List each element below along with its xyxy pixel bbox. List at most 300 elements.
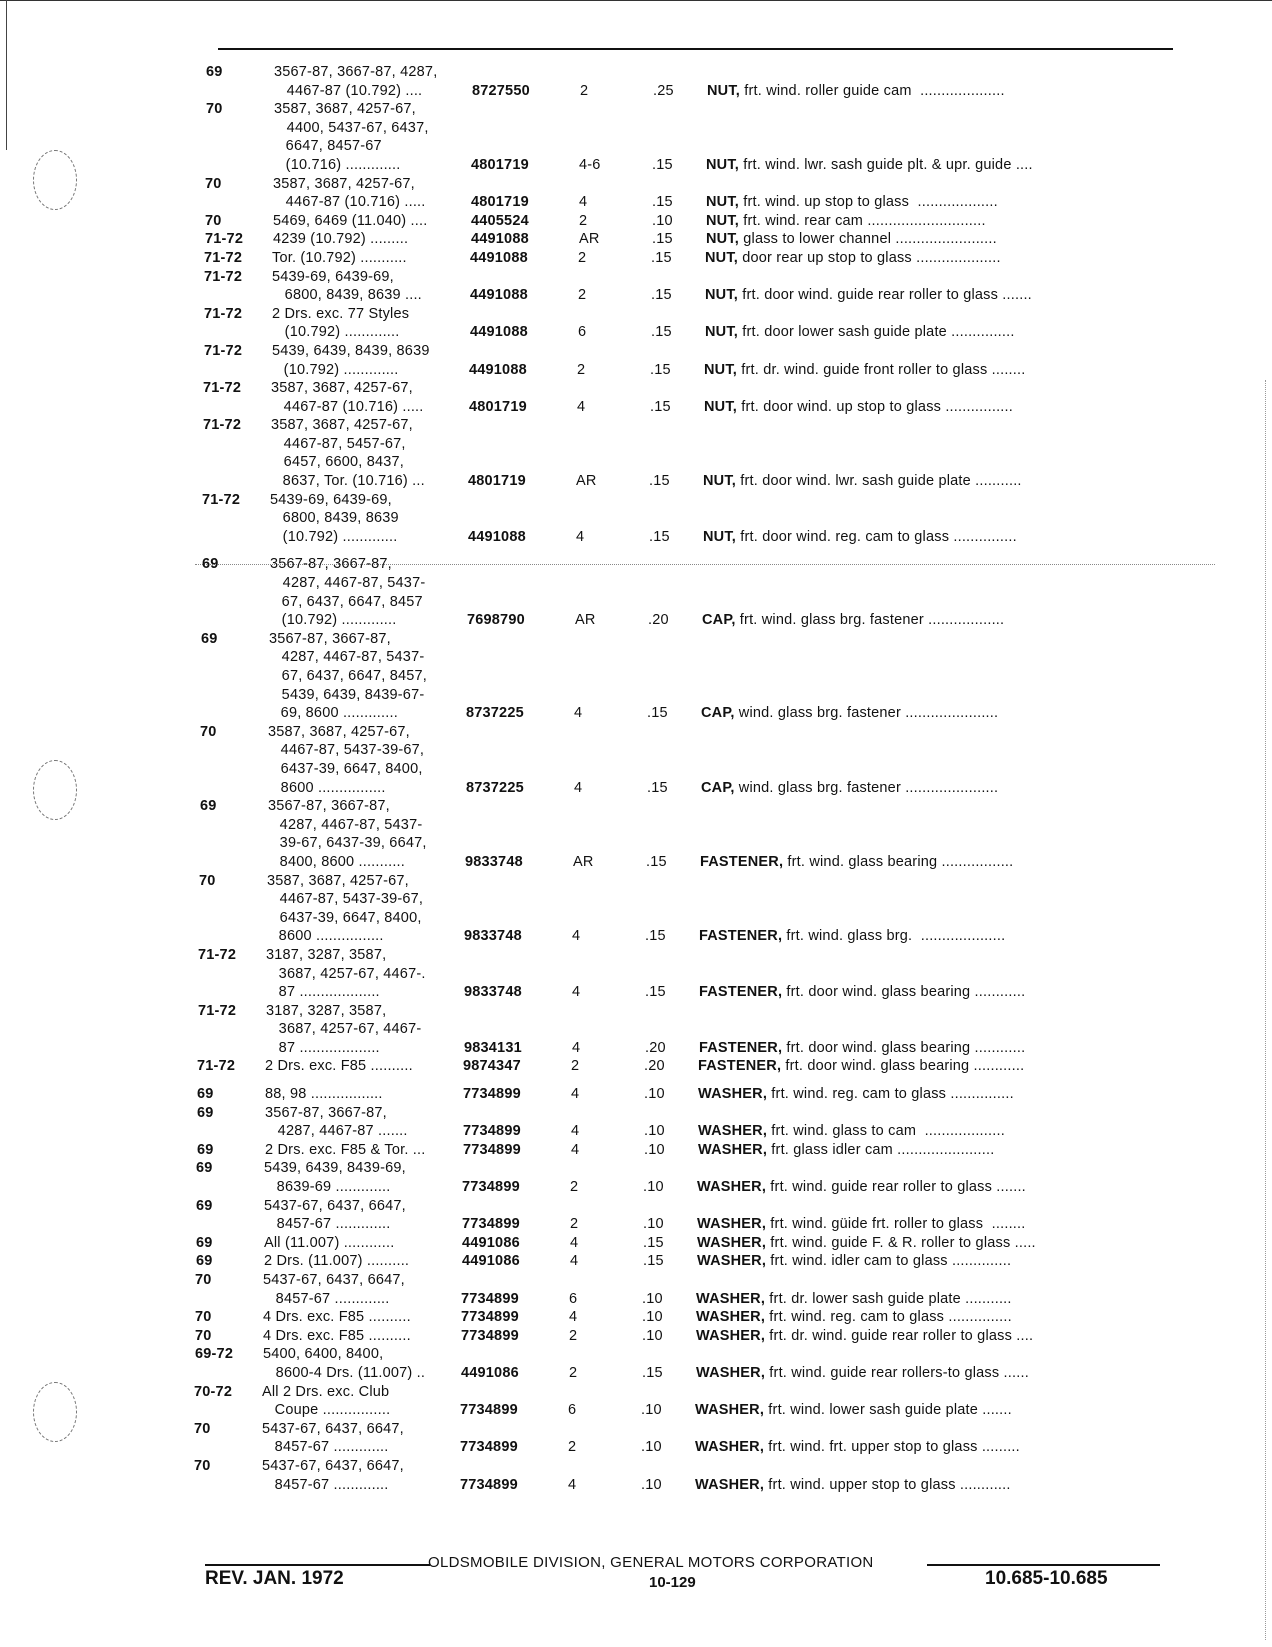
table-row	[0, 1252, 1272, 1271]
quantity-cell: 4	[579, 194, 588, 211]
table-row	[0, 1401, 1272, 1420]
part-number-cell: 9874347	[463, 1058, 521, 1075]
description-head: WASHER,	[696, 1309, 766, 1326]
table-row	[0, 593, 1272, 612]
quantity-cell: 2	[580, 82, 589, 99]
part-number-cell: 4801719	[471, 156, 529, 173]
description-cell	[707, 82, 1005, 101]
quantity-cell: 4	[568, 1476, 577, 1493]
price-cell: .15	[649, 528, 670, 545]
part-number-cell: 8727550	[472, 82, 530, 99]
table-row	[0, 1457, 1272, 1476]
models-cell: 6457, 6600, 8437,	[271, 454, 404, 471]
models-cell: All 2 Drs. exc. Club	[262, 1383, 390, 1400]
table-row	[0, 760, 1272, 779]
year-cell: 70	[200, 723, 217, 740]
price-cell: .15	[652, 194, 673, 211]
models-cell: 4467-87 (10.716) .....	[271, 398, 424, 415]
price-cell: .10	[641, 1476, 662, 1493]
table-row	[0, 175, 1272, 194]
price-cell: .15	[647, 705, 668, 722]
models-cell: 3687, 4257-67, 4467-.	[266, 965, 426, 982]
part-number-cell: 4491088	[468, 528, 526, 545]
description-head: WASHER,	[695, 1439, 765, 1456]
table-row	[0, 398, 1272, 417]
price-cell: .10	[642, 1309, 663, 1326]
models-cell: 6800, 8439, 8639	[270, 510, 399, 527]
description-cell	[704, 361, 1025, 380]
table-row	[0, 379, 1272, 398]
description-text: frt. door lower sash guide plate ...............	[738, 324, 1015, 341]
models-cell: 88, 98 .................	[265, 1086, 383, 1103]
description-text: frt. wind. glass to cam ...................	[767, 1123, 1005, 1140]
year-cell: 70-72	[194, 1383, 233, 1400]
part-number-cell: 4491088	[470, 287, 528, 304]
table-row	[0, 342, 1272, 361]
description-text: frt. door wind. glass bearing ............	[782, 984, 1026, 1001]
quantity-cell: 4	[571, 1123, 580, 1140]
description-text: frt. dr. lower sash guide plate ...........	[765, 1290, 1012, 1307]
description-text: frt. wind. glass bearing .................	[783, 853, 1014, 870]
year-cell: 71-72	[198, 1002, 237, 1019]
year-cell: 71-72	[204, 342, 243, 359]
models-cell: 2 Drs. exc. F85 ..........	[265, 1058, 413, 1075]
description-text: wind. glass brg. fastener ......................	[734, 705, 999, 722]
models-cell: 4287, 4467-87, 5437-	[270, 575, 426, 592]
table-row	[0, 268, 1272, 287]
table-row	[0, 704, 1272, 723]
description-head: NUT,	[707, 82, 741, 99]
table-row	[0, 1141, 1272, 1160]
table-row	[0, 723, 1272, 742]
description-head: NUT,	[706, 156, 740, 173]
models-cell: 8457-67 .............	[263, 1290, 390, 1307]
price-cell: .15	[643, 1253, 664, 1270]
footer-revision: REV. JAN. 1972	[205, 1568, 344, 1589]
models-cell: 5437-67, 6437, 6647,	[262, 1420, 404, 1437]
table-row	[0, 1215, 1272, 1234]
description-cell	[701, 704, 998, 723]
description-cell	[697, 1178, 1026, 1197]
quantity-cell: 4	[576, 528, 585, 545]
quantity-cell: 6	[578, 324, 587, 341]
year-cell: 71-72	[203, 417, 242, 434]
quantity-cell: 4	[572, 1039, 581, 1056]
price-cell: .25	[653, 82, 674, 99]
description-head: WASHER,	[697, 1179, 767, 1196]
description-text: frt. glass idler cam .......................	[767, 1141, 995, 1158]
table-row	[0, 555, 1272, 574]
description-head: NUT,	[705, 287, 739, 304]
part-number-cell: 7734899	[460, 1439, 518, 1456]
models-cell: (10.716) .............	[273, 156, 401, 173]
part-number-cell: 7734899	[463, 1086, 521, 1103]
description-text: frt. wind. güide frt. roller to glass ........	[766, 1216, 1026, 1233]
description-head: WASHER,	[695, 1402, 765, 1419]
year-cell: 69	[197, 1141, 214, 1158]
table-row	[0, 834, 1272, 853]
footer-page-number: 10-129	[649, 1574, 696, 1591]
year-cell: 71-72	[197, 1058, 236, 1075]
part-number-cell: 4405524	[471, 212, 529, 229]
table-row	[0, 323, 1272, 342]
year-cell: 70	[194, 1457, 211, 1474]
section-gap	[0, 546, 1272, 555]
description-head: WASHER,	[697, 1253, 767, 1270]
description-text: frt. wind. reg. cam to glass ...............	[765, 1309, 1012, 1326]
top-border	[0, 0, 1272, 1]
quantity-cell: 4	[577, 398, 586, 415]
price-cell: .15	[645, 928, 666, 945]
description-cell	[696, 1327, 1033, 1346]
description-head: NUT,	[704, 398, 738, 415]
table-row	[0, 983, 1272, 1002]
table-row	[0, 1197, 1272, 1216]
description-cell	[704, 398, 1013, 417]
table-row	[0, 1290, 1272, 1309]
description-text: frt. wind. frt. upper stop to glass .........	[764, 1439, 1020, 1456]
year-cell: 71-72	[204, 268, 243, 285]
description-text: frt. wind. guide rear roller to glass .......	[766, 1179, 1026, 1196]
description-text: door rear up stop to glass ....................	[738, 249, 1001, 266]
table-row	[0, 1122, 1272, 1141]
models-cell: 4467-87, 5457-67,	[271, 435, 406, 452]
models-cell: 5439-69, 6439-69,	[270, 491, 392, 508]
description-head: NUT,	[705, 324, 739, 341]
price-cell: .15	[646, 853, 667, 870]
description-head: NUT,	[706, 212, 740, 229]
description-text: frt. wind. glass brg. ....................	[782, 928, 1006, 945]
description-cell	[706, 212, 986, 231]
description-text: frt. door wind. glass bearing ............	[782, 1039, 1026, 1056]
models-cell: 8457-67 .............	[262, 1476, 389, 1493]
quantity-cell: 2	[570, 1179, 579, 1196]
part-number-cell: 4491088	[469, 361, 527, 378]
year-cell: 69	[196, 1160, 213, 1177]
models-cell: All (11.007) ............	[264, 1234, 395, 1251]
description-cell	[705, 323, 1015, 342]
quantity-cell: 4	[571, 1141, 580, 1158]
description-cell	[706, 193, 998, 212]
part-number-cell: 9833748	[464, 928, 522, 945]
table-row	[0, 509, 1272, 528]
description-head: WASHER,	[695, 1476, 765, 1493]
table-row	[0, 63, 1272, 82]
year-cell: 70	[199, 872, 216, 889]
description-head: WASHER,	[698, 1123, 768, 1140]
quantity-cell: 4	[572, 928, 581, 945]
year-cell: 69	[201, 630, 218, 647]
description-text: frt. wind. up stop to glass ...................	[739, 194, 998, 211]
models-cell: 6437-39, 6647, 8400,	[267, 909, 422, 926]
year-cell: 71-72	[205, 231, 244, 248]
table-row	[0, 193, 1272, 212]
models-cell: 67, 6437, 6647, 8457	[269, 593, 423, 610]
table-row	[0, 305, 1272, 324]
price-cell: .15	[645, 984, 666, 1001]
year-cell: 71-72	[204, 305, 243, 322]
models-cell: 4287, 4467-87 .......	[265, 1123, 408, 1140]
quantity-cell: 6	[569, 1290, 578, 1307]
models-cell: 2 Drs. exc. 77 Styles	[272, 305, 410, 322]
part-number-cell: 9833748	[465, 853, 523, 870]
description-head: FASTENER,	[699, 928, 783, 945]
table-row	[0, 946, 1272, 965]
models-cell: 3587, 3687, 4257-67,	[268, 723, 410, 740]
part-number-cell: 8737225	[466, 705, 524, 722]
models-cell: 6647, 8457-67	[273, 138, 382, 155]
quantity-cell: 4	[569, 1309, 578, 1326]
year-cell: 69	[206, 64, 223, 80]
models-cell: 3587, 3687, 4257-67,	[274, 101, 416, 118]
models-cell: 3187, 3287, 3587,	[266, 1002, 387, 1019]
quantity-cell: 2	[569, 1327, 578, 1344]
description-head: WASHER,	[698, 1141, 768, 1158]
year-cell: 69	[197, 1086, 214, 1103]
models-cell: 4 Drs. exc. F85 ..........	[263, 1309, 411, 1326]
models-cell: 5400, 6400, 8400,	[263, 1346, 384, 1363]
models-cell: 5439, 6439, 8439-69,	[264, 1160, 406, 1177]
description-cell	[698, 1141, 994, 1160]
models-cell: 87 ...................	[266, 1039, 380, 1056]
description-cell	[699, 1039, 1025, 1058]
part-number-cell: 4491088	[471, 231, 529, 248]
description-cell	[695, 1476, 1011, 1495]
description-cell	[703, 472, 1022, 491]
models-cell: 6800, 8439, 8639 ....	[272, 287, 422, 304]
part-number-cell: 7734899	[460, 1476, 518, 1493]
table-row	[0, 1420, 1272, 1439]
footer-division: OLDSMOBILE DIVISION, GENERAL MOTORS CORPORATION	[428, 1554, 874, 1571]
part-number-cell: 7734899	[461, 1327, 519, 1344]
quantity-cell: AR	[579, 231, 600, 248]
table-row	[0, 1178, 1272, 1197]
description-text: frt. door wind. lwr. sash guide plate ...........	[736, 473, 1022, 490]
description-cell	[696, 1308, 1012, 1327]
section-gap	[0, 1076, 1272, 1085]
description-head: NUT,	[704, 361, 738, 378]
models-cell: 2 Drs. exc. F85 & Tor. ...	[265, 1141, 426, 1158]
models-cell: 4467-87 (10.716) .....	[273, 194, 426, 211]
models-cell: 4400, 5437-67, 6437,	[274, 119, 429, 136]
description-text: frt. wind. lower sash guide plate .......	[764, 1402, 1012, 1419]
models-cell: 2 Drs. (11.007) ..........	[264, 1253, 410, 1270]
year-cell: 71-72	[198, 946, 237, 963]
quantity-cell: 4-6	[579, 156, 601, 173]
models-cell: 3187, 3287, 3587,	[266, 946, 387, 963]
quantity-cell: 2	[570, 1216, 579, 1233]
models-cell: 5437-67, 6437, 6647,	[264, 1197, 406, 1214]
part-number-cell: 7734899	[463, 1123, 521, 1140]
models-cell: 87 ...................	[266, 984, 380, 1001]
table-row	[0, 1271, 1272, 1290]
description-text: frt. wind. idler cam to glass ..............	[766, 1253, 1012, 1270]
table-row	[0, 853, 1272, 872]
description-text: frt. wind. upper stop to glass ............	[764, 1476, 1011, 1493]
table-row	[0, 574, 1272, 593]
year-cell: 70	[205, 212, 222, 229]
table-row	[0, 1476, 1272, 1495]
table-row	[0, 1438, 1272, 1457]
models-cell: 39-67, 6437-39, 6647,	[267, 835, 427, 852]
description-head: NUT,	[705, 249, 739, 266]
models-cell: 8600 ................	[266, 928, 384, 945]
models-cell: 3587, 3687, 4257-67,	[271, 417, 413, 434]
models-cell: 8600-4 Drs. (11.007) ..	[263, 1364, 426, 1381]
description-cell	[696, 1290, 1012, 1309]
description-cell	[701, 779, 998, 798]
year-cell: 69	[202, 556, 219, 573]
description-cell	[697, 1234, 1036, 1253]
table-row	[0, 1039, 1272, 1058]
price-cell: .15	[651, 249, 672, 266]
quantity-cell: 4	[574, 779, 583, 796]
year-cell: 69	[196, 1197, 213, 1214]
part-number-cell: 4801719	[471, 194, 529, 211]
description-cell	[698, 1122, 1005, 1141]
description-cell	[702, 611, 1004, 630]
description-text: frt. door wind. up stop to glass ................	[737, 398, 1013, 415]
models-cell: 3587, 3687, 4257-67,	[271, 380, 413, 397]
part-number-cell: 7734899	[462, 1179, 520, 1196]
description-text: frt. wind. lwr. sash guide plt. & upr. guide ....	[739, 156, 1033, 173]
price-cell: .15	[652, 156, 673, 173]
table-row	[0, 212, 1272, 231]
description-text: frt. dr. wind. guide rear roller to glass ....	[765, 1327, 1034, 1344]
year-cell: 71-72	[202, 491, 241, 508]
description-text: frt. wind. guide rear rollers-to glass ......	[765, 1364, 1029, 1381]
description-head: CAP,	[702, 612, 736, 629]
description-cell	[705, 286, 1032, 305]
table-row	[0, 965, 1272, 984]
description-head: FASTENER,	[698, 1058, 782, 1075]
description-head: FASTENER,	[699, 1039, 783, 1056]
description-text: frt. wind. roller guide cam ....................	[740, 82, 1005, 99]
description-cell	[706, 230, 997, 249]
table-row	[0, 1308, 1272, 1327]
table-row	[0, 82, 1272, 101]
table-row	[0, 1383, 1272, 1402]
models-cell: 67, 6437, 6647, 8457,	[269, 668, 427, 684]
description-head: FASTENER,	[699, 984, 783, 1001]
table-row	[0, 816, 1272, 835]
table-row	[0, 1002, 1272, 1021]
table-row	[0, 137, 1272, 156]
price-cell: .10	[644, 1141, 665, 1158]
table-row	[0, 1020, 1272, 1039]
description-head: CAP,	[701, 705, 735, 722]
quantity-cell: 4	[570, 1234, 579, 1251]
table-row	[0, 435, 1272, 454]
description-head: FASTENER,	[700, 853, 784, 870]
models-cell: Tor. (10.792) ...........	[272, 249, 407, 266]
table-row	[0, 1085, 1272, 1104]
table-row	[0, 119, 1272, 138]
table-row	[0, 249, 1272, 268]
description-head: NUT,	[703, 528, 737, 545]
description-head: CAP,	[701, 779, 735, 796]
footer-section-number: 10.685-10.685	[985, 1568, 1108, 1589]
year-cell: 70	[195, 1309, 212, 1326]
year-cell: 69	[196, 1234, 213, 1251]
quantity-cell: 4	[572, 984, 581, 1001]
table-row	[0, 1159, 1272, 1178]
models-cell: (10.792) .............	[272, 324, 400, 341]
models-cell: 3567-87, 3667-87,	[265, 1104, 387, 1121]
price-cell: .20	[648, 612, 669, 629]
price-cell: .20	[645, 1039, 666, 1056]
price-cell: .15	[651, 324, 672, 341]
models-cell: 4239 (10.792) .........	[273, 231, 409, 248]
table-row	[0, 491, 1272, 510]
models-cell: 4287, 4467-87, 5437-	[267, 816, 423, 833]
models-cell: 4467-87 (10.792) ....	[274, 82, 423, 99]
part-number-cell: 7734899	[461, 1309, 519, 1326]
models-cell: 5437-67, 6437, 6647,	[263, 1272, 405, 1288]
models-cell: 8457-67 .............	[262, 1439, 389, 1456]
models-cell: 4 Drs. exc. F85 ..........	[263, 1327, 411, 1344]
table-row	[0, 667, 1272, 686]
part-number-cell: 4491088	[470, 249, 528, 266]
quantity-cell: 6	[568, 1402, 577, 1419]
footer-rule-left	[205, 1564, 430, 1566]
models-cell: 5469, 6469 (11.040) ....	[273, 212, 428, 229]
description-text: frt. door wind. guide rear roller to glass .......	[738, 287, 1032, 304]
description-cell	[697, 1215, 1026, 1234]
part-number-cell: 4801719	[469, 398, 527, 415]
table-row	[0, 1057, 1272, 1076]
models-cell: 5439-69, 6439-69,	[272, 268, 394, 285]
part-number-cell: 4801719	[468, 473, 526, 490]
models-cell: 8639-69 .............	[264, 1179, 391, 1196]
table-row	[0, 909, 1272, 928]
year-cell: 70	[194, 1420, 211, 1437]
description-head: WASHER,	[697, 1234, 767, 1251]
table-row	[0, 453, 1272, 472]
table-row	[0, 528, 1272, 547]
models-cell: 4467-87, 5437-39-67,	[267, 891, 424, 908]
year-cell: 70	[205, 175, 222, 192]
price-cell: .15	[652, 231, 673, 248]
models-cell: 5437-67, 6437, 6647,	[262, 1457, 404, 1474]
price-cell: .10	[643, 1216, 664, 1233]
table-row	[0, 741, 1272, 760]
price-cell: .15	[650, 398, 671, 415]
description-cell	[698, 1085, 1014, 1104]
table-row	[0, 630, 1272, 649]
parts-table	[0, 63, 1272, 1494]
description-cell	[703, 528, 1017, 547]
quantity-cell: 4	[571, 1086, 580, 1103]
table-row	[0, 1327, 1272, 1346]
price-cell: .10	[644, 1086, 665, 1103]
description-cell	[706, 156, 1033, 175]
price-cell: .15	[650, 361, 671, 378]
part-number-cell: 4491086	[462, 1234, 520, 1251]
description-head: WASHER,	[696, 1327, 766, 1344]
table-row	[0, 1345, 1272, 1364]
models-cell: 3567-87, 3667-87,	[268, 798, 390, 815]
year-cell: 71-72	[204, 249, 243, 266]
models-cell: 8600 ................	[268, 779, 386, 796]
table-row	[0, 1364, 1272, 1383]
models-cell: 4287, 4467-87, 5437-	[269, 649, 425, 666]
quantity-cell: 2	[577, 361, 586, 378]
description-text: frt. dr. wind. guide front roller to glass ........	[737, 361, 1026, 378]
description-head: WASHER,	[697, 1216, 767, 1233]
description-head: NUT,	[706, 231, 740, 248]
price-cell: .10	[641, 1439, 662, 1456]
